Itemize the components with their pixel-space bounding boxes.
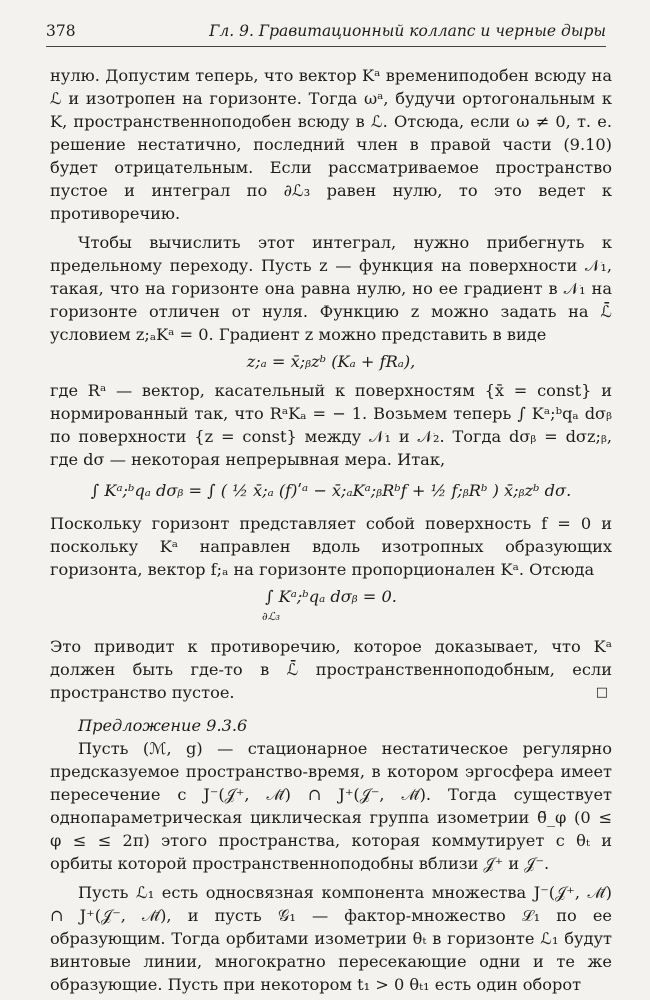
paragraph-2: Чтобы вычислить этот интеграл, нужно прибегнуть к предельному переходу. Пусть z — функция на поверхности 𝒩₁, такая, что на горизонте она равна нулю, но ее градиент в 𝒩₁ на горизонте отличен от нуля. Функцию z можно задать на ℒ̄ условием z;ₐKᵃ = 0. Градиент z можно представить в виде (50, 233, 612, 344)
paragraph-5: Это приводит к противоречию, которое доказывает, что Kᵃ должен быть где-то в ℒ̄ пространственноподобным, если пространство пустое. (50, 637, 612, 702)
paragraph-7: Пусть ℒ₁ есть односвязная компонента множества J⁻(𝒥⁺, ℳ̄) ∩ J⁺(𝒥⁻, ℳ̄), и пусть 𝒢₁ — фактор-множество ℒ₁ по ее образующим. Тогда орбитами изометрии θₜ в горизонте ℒ₁ будут винтовые линии, многократно пересекающие одни и те же образующие. Пусть при некотором t₁ > 0 θₜ₁ есть один оборот (50, 883, 612, 994)
equation-zero-integral (50, 587, 612, 627)
paragraph-3: где Rᵃ — вектор, касательный к поверхностям {x̄ = const} и нормированный так, что RᵃKₐ = − 1. Возьмем теперь ∫ Kᵃ;ᵇqₐ dσᵦ по поверхности {z = const} между 𝒩₁ и 𝒩₂. Тогда dσᵦ = dσz;ᵦ, где dσ — некоторая непрерывная мера. Итак, (50, 381, 612, 469)
equation-zero-integral-main: ∫ Kᵃ;ᵇqₐ dσᵦ = 0. (265, 587, 397, 606)
paragraph-4: Поскольку горизонт представляет собой поверхность f = 0 и поскольку Kᵃ направлен вдоль изотропных образующих горизонта, вектор f;ₐ на горизонте пропорционален Kᵃ. Отсюда (50, 514, 612, 579)
equation-gradient: z;ₐ = x̄;ᵦzᵇ (Kₐ + fRₐ), (246, 352, 416, 371)
page-number: 378 (46, 22, 76, 40)
running-header (46, 20, 606, 47)
proposition-title: Предложение 9.3.6 (78, 716, 248, 735)
equation-zero-integral-subscript: ∂ℒ₃ (261, 610, 281, 623)
running-title: Гл. 9. Гравитационный коллапс и черные дыры (209, 22, 606, 40)
paragraph-6: Пусть (ℳ, g) — стационарное нестатическое регулярно предсказуемое пространство-время, в котором эргосфера имеет пересечение с J⁻(𝒥⁺, ℳ̄) ∩ J⁺(𝒥⁻, ℳ̄). Тогда существует однопараметрическая циклическая группа изометрии θ̃_φ (0 ≤ φ ≤ ≤ 2π) этого пространства, которая коммутирует с θₜ и орбиты которой пространственноподобны вблизи 𝒥⁺ и 𝒥⁻. (50, 739, 612, 873)
page-body (50, 64, 612, 996)
equation-integral: ∫ Kᵃ;ᵇqₐ dσᵦ = ∫ ( ½ x̄;ₐ (f)ʹᵃ − x̄;ₐKᵃ;ᵦRᵇf + ½ f;ᵦRᵇ ) x̄;ᵦzᵇ dσ. (90, 481, 572, 500)
paragraph-1: нулю. Допустим теперь, что вектор Kᵃ времениподобен всюду на ℒ и изотропен на горизонте. Тогда ωᵃ, будучи ортогональным к K, пространственноподобен всюду в ℒ. Отсюда, если ω ≠ 0, т. е. решение нестатично, последний член в правой части (9.10) будет отрицательным. Если рассматриваемое пространство пустое и интеграл по ∂ℒ₃ равен нулю, то это ведет к противоречию. (50, 66, 612, 223)
qed-square: □ (595, 685, 608, 700)
